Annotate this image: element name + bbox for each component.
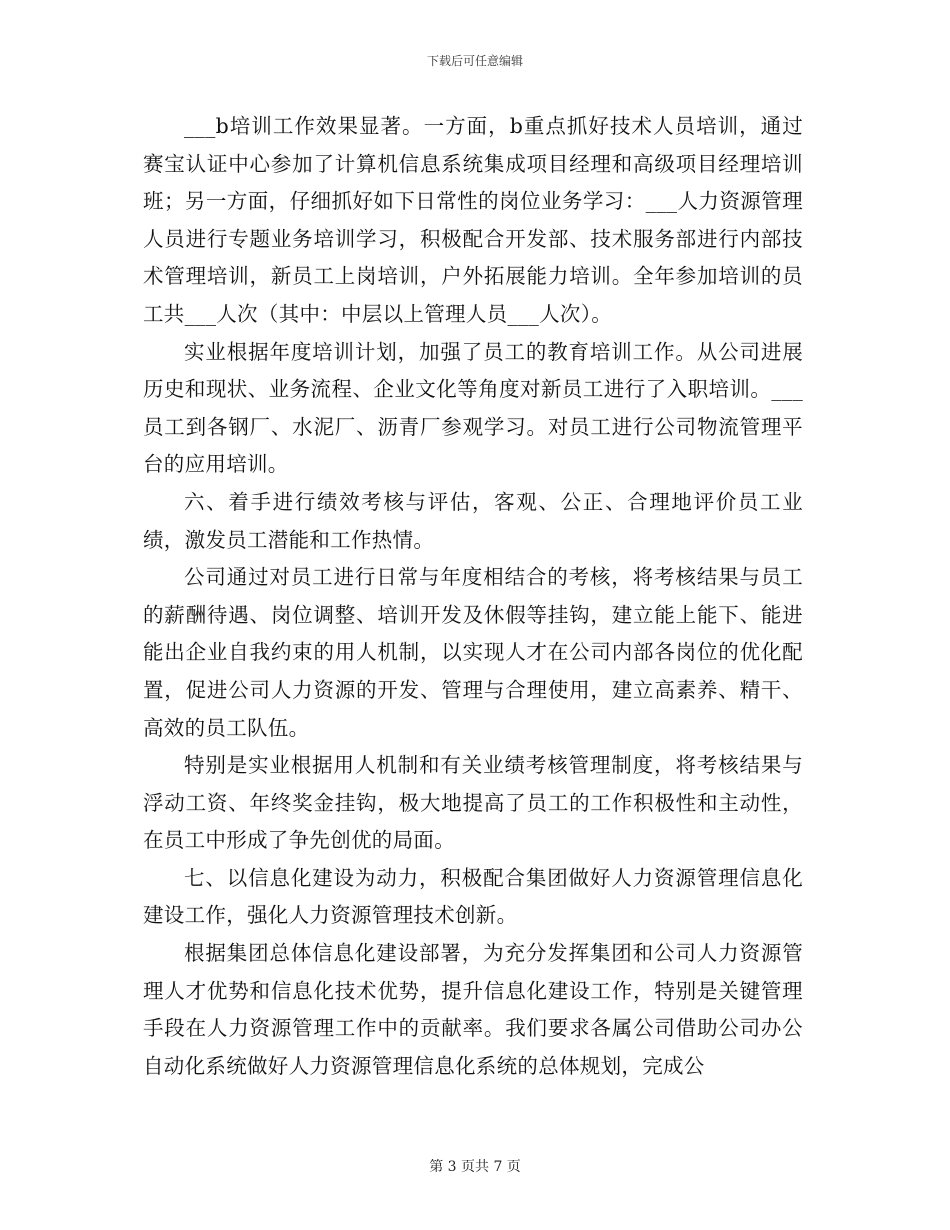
page-number-footer: 第 3 页共 7 页 — [429, 1159, 521, 1175]
section-heading-informatization: 七、以信息化建设为动力，积极配合集团做好人力资源管理信息化建设工作，强化人力资源管理技术创新。 — [143, 865, 803, 928]
paragraph-floating-wages: 特别是实业根据用人机制和有关业绩考核管理制度，将考核结果与浮动工资、年终奖金挂钩，极大地提高了员工的工作积极性和主动性，在员工中形成了争先创优的局面。 — [143, 753, 803, 853]
document-body — [143, 108, 803, 1085]
paragraph-assessment-mechanism: 公司通过对员工进行日常与年度相结合的考核，将考核结果与员工的薪酬待遇、岗位调整、培训开发及休假等挂钩，建立能上能下、能进能出企业自我约束的用人机制，以实现人才在公司内部各岗位的优化配置，促进公司人力资源的开发、管理与合理使用，建立高素养、精干、高效的员工队伍。 — [143, 565, 803, 740]
paragraph-annual-training-plan: 实业根据年度培训计划，加强了员工的教育培训工作。从公司进展历史和现状、业务流程、企业文化等角度对新员工进行了入职培训。___员工到各钢厂、水泥厂、沥青厂参观学习。对员工进行公司物流管理平台的应用培训。 — [143, 339, 803, 477]
page-header: 下载后可任意编辑 — [426, 54, 523, 68]
section-heading-performance-assessment: 六、着手进行绩效考核与评估，客观、公正、合理地评价员工业绩，激发员工潜能和工作热情。 — [143, 489, 803, 552]
paragraph-informatization-plan: 根据集团总体信息化建设部署，为充分发挥集团和公司人力资源管理人才优势和信息化技术优势，提升信息化建设工作，特别是关键管理手段在人力资源管理工作中的贡献率。我们要求各属公司借助公司办公自动化系统做好人力资源管理信息化系统的总体规划，完成公 — [143, 941, 803, 1078]
paragraph-training-results: ___b培训工作效果显著。一方面，b重点抓好技术人员培训，通过赛宝认证中心参加了计算机信息系统集成项目经理和高级项目经理培训班；另一方面，仔细抓好如下日常性的岗位业务学习：___人力资源管理人员进行专题业务培训学习，积极配合开发部、技术服务部进行内部技术管理培训，新员工上岗培训，户外拓展能力培训。全年参加培训的员工共___人次（其中：中层以上管理人员___人次）。 — [143, 114, 803, 326]
